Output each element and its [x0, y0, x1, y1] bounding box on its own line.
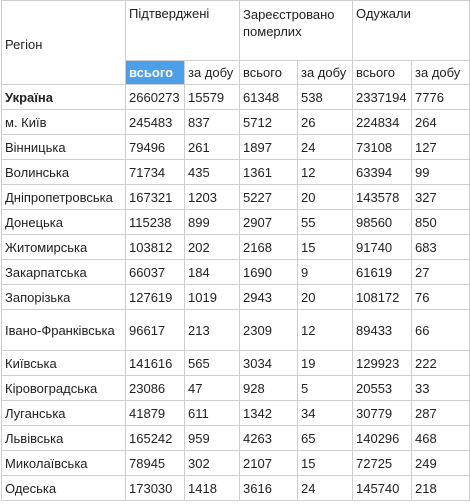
confirmed-total-cell: 78945	[126, 451, 185, 476]
confirmed-per-day-cell: 47	[185, 376, 240, 401]
deaths-per-day-cell: 538	[298, 85, 353, 110]
table-row	[2, 135, 470, 160]
recovered-per-day-cell: 850	[412, 210, 470, 235]
confirmed-per-day-header: за добу	[185, 61, 240, 85]
confirmed-total-cell: 2660273	[126, 85, 185, 110]
recovered-total-header: всього	[353, 61, 412, 85]
confirmed-total-cell: 23086	[126, 376, 185, 401]
recovered-per-day-cell: 76	[412, 285, 470, 310]
deaths-total-cell: 1690	[240, 260, 298, 285]
region-cell: Київська	[2, 351, 126, 376]
deaths-total-cell: 3034	[240, 351, 298, 376]
deaths-total-cell: 2168	[240, 235, 298, 260]
confirmed-per-day-cell: 1203	[185, 185, 240, 210]
table-row	[2, 426, 470, 451]
table-row	[2, 376, 470, 401]
recovered-total-cell: 224834	[353, 110, 412, 135]
confirmed-per-day-cell: 899	[185, 210, 240, 235]
region-cell: Миколаївська	[2, 451, 126, 476]
recovered-total-cell: 91740	[353, 235, 412, 260]
recovered-header: Одужали	[353, 1, 470, 61]
deaths-total-cell: 3616	[240, 476, 298, 501]
recovered-total-cell: 129923	[353, 351, 412, 376]
deaths-per-day-cell: 5	[298, 376, 353, 401]
recovered-total-cell: 108172	[353, 285, 412, 310]
confirmed-total-cell: 167321	[126, 185, 185, 210]
confirmed-per-day-cell: 15579	[185, 85, 240, 110]
deaths-total-cell: 2907	[240, 210, 298, 235]
recovered-per-day-cell: 7776	[412, 85, 470, 110]
deaths-total-cell: 2943	[240, 285, 298, 310]
recovered-total-cell: 145740	[353, 476, 412, 501]
deaths-total-cell: 2309	[240, 310, 298, 351]
table-row	[2, 110, 470, 135]
deaths-per-day-cell: 55	[298, 210, 353, 235]
recovered-total-cell: 30779	[353, 401, 412, 426]
confirmed-total-cell: 79496	[126, 135, 185, 160]
table-row	[2, 160, 470, 185]
recovered-total-cell: 140296	[353, 426, 412, 451]
confirmed-total-cell: 173030	[126, 476, 185, 501]
table-row	[2, 260, 470, 285]
recovered-per-day-cell: 327	[412, 185, 470, 210]
confirmed-total-cell: 71734	[126, 160, 185, 185]
region-header: Регіон	[2, 1, 126, 85]
deaths-per-day-cell: 26	[298, 110, 353, 135]
table-row	[2, 476, 470, 501]
region-cell: Івано-Франківська	[2, 310, 126, 351]
confirmed-per-day-cell: 261	[185, 135, 240, 160]
recovered-total-cell: 89433	[353, 310, 412, 351]
table-row	[2, 451, 470, 476]
confirmed-per-day-cell: 202	[185, 235, 240, 260]
table-row	[2, 351, 470, 376]
deaths-per-day-cell: 15	[298, 235, 353, 260]
confirmed-total-cell: 41879	[126, 401, 185, 426]
recovered-total-cell: 61619	[353, 260, 412, 285]
recovered-per-day-cell: 287	[412, 401, 470, 426]
confirmed-header: Підтверджені	[126, 1, 240, 61]
deaths-header: Зареєстровано померлих	[240, 1, 353, 61]
deaths-total-cell: 1361	[240, 160, 298, 185]
confirmed-per-day-cell: 213	[185, 310, 240, 351]
confirmed-per-day-cell: 302	[185, 451, 240, 476]
confirmed-total-cell: 165242	[126, 426, 185, 451]
recovered-per-day-cell: 264	[412, 110, 470, 135]
deaths-per-day-cell: 12	[298, 310, 353, 351]
region-cell: Кіровоградська	[2, 376, 126, 401]
table-row	[2, 185, 470, 210]
recovered-per-day-cell: 222	[412, 351, 470, 376]
recovered-per-day-cell: 27	[412, 260, 470, 285]
confirmed-per-day-cell: 435	[185, 160, 240, 185]
table-row	[2, 310, 470, 351]
confirmed-per-day-cell: 959	[185, 426, 240, 451]
deaths-per-day-cell: 19	[298, 351, 353, 376]
region-cell: Житомирська	[2, 235, 126, 260]
covid-region-table	[1, 0, 470, 501]
confirmed-per-day-cell: 611	[185, 401, 240, 426]
deaths-total-cell: 2107	[240, 451, 298, 476]
region-cell: Запорізька	[2, 285, 126, 310]
recovered-per-day-header: за добу	[412, 61, 470, 85]
region-cell: м. Київ	[2, 110, 126, 135]
recovered-total-cell: 63394	[353, 160, 412, 185]
deaths-total-cell: 5712	[240, 110, 298, 135]
table-row	[2, 85, 470, 110]
recovered-per-day-cell: 249	[412, 451, 470, 476]
confirmed-per-day-cell: 837	[185, 110, 240, 135]
recovered-per-day-cell: 127	[412, 135, 470, 160]
deaths-total-cell: 61348	[240, 85, 298, 110]
confirmed-total-cell: 96617	[126, 310, 185, 351]
table-row	[2, 235, 470, 260]
region-cell: Дніпропетровська	[2, 185, 126, 210]
confirmed-total-header: всього	[126, 61, 185, 85]
region-cell: Луганська	[2, 401, 126, 426]
recovered-per-day-cell: 218	[412, 476, 470, 501]
region-cell: Закарпатська	[2, 260, 126, 285]
deaths-total-cell: 4263	[240, 426, 298, 451]
region-cell: Донецька	[2, 210, 126, 235]
confirmed-total-cell: 115238	[126, 210, 185, 235]
recovered-total-cell: 73108	[353, 135, 412, 160]
confirmed-per-day-cell: 1019	[185, 285, 240, 310]
deaths-per-day-cell: 20	[298, 285, 353, 310]
deaths-per-day-header: за добу	[298, 61, 353, 85]
recovered-total-cell: 20553	[353, 376, 412, 401]
confirmed-per-day-cell: 565	[185, 351, 240, 376]
recovered-per-day-cell: 468	[412, 426, 470, 451]
deaths-total-cell: 928	[240, 376, 298, 401]
region-cell: Вінницька	[2, 135, 126, 160]
confirmed-total-cell: 141616	[126, 351, 185, 376]
deaths-per-day-cell: 20	[298, 185, 353, 210]
recovered-per-day-cell: 99	[412, 160, 470, 185]
region-cell: Львівська	[2, 426, 126, 451]
recovered-total-cell: 72725	[353, 451, 412, 476]
recovered-per-day-cell: 683	[412, 235, 470, 260]
confirmed-total-cell: 66037	[126, 260, 185, 285]
confirmed-per-day-cell: 184	[185, 260, 240, 285]
confirmed-per-day-cell: 1418	[185, 476, 240, 501]
deaths-total-cell: 1897	[240, 135, 298, 160]
region-cell: Одеська	[2, 476, 126, 501]
confirmed-total-cell: 103812	[126, 235, 185, 260]
deaths-per-day-cell: 34	[298, 401, 353, 426]
deaths-total-cell: 1342	[240, 401, 298, 426]
recovered-total-cell: 143578	[353, 185, 412, 210]
table-row	[2, 285, 470, 310]
deaths-total-header: всього	[240, 61, 298, 85]
recovered-per-day-cell: 33	[412, 376, 470, 401]
confirmed-total-cell: 127619	[126, 285, 185, 310]
recovered-total-cell: 98560	[353, 210, 412, 235]
deaths-per-day-cell: 24	[298, 476, 353, 501]
deaths-per-day-cell: 12	[298, 160, 353, 185]
region-cell: Волинська	[2, 160, 126, 185]
recovered-per-day-cell: 66	[412, 310, 470, 351]
region-cell: Україна	[2, 85, 126, 110]
deaths-per-day-cell: 9	[298, 260, 353, 285]
table-row	[2, 401, 470, 426]
deaths-total-cell: 5227	[240, 185, 298, 210]
deaths-per-day-cell: 24	[298, 135, 353, 160]
recovered-total-cell: 2337194	[353, 85, 412, 110]
deaths-per-day-cell: 15	[298, 451, 353, 476]
confirmed-total-cell: 245483	[126, 110, 185, 135]
deaths-per-day-cell: 65	[298, 426, 353, 451]
table-row	[2, 210, 470, 235]
